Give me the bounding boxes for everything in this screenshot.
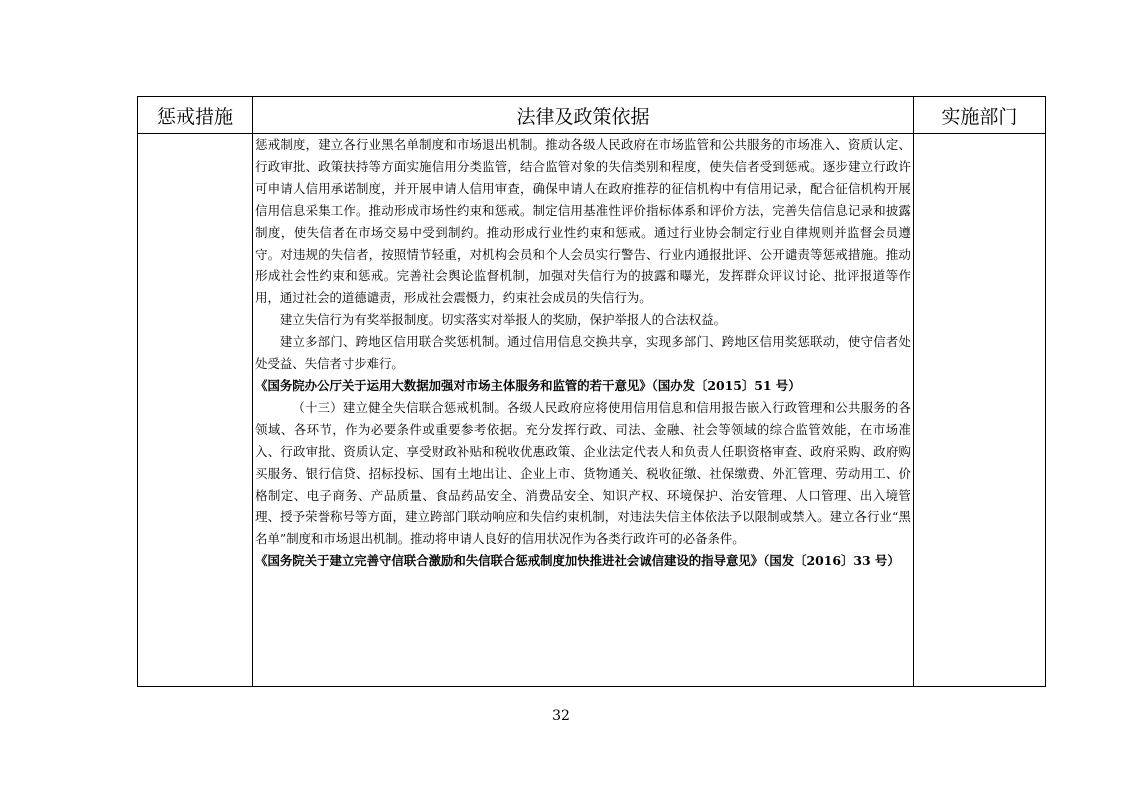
paragraph: 建立多部门、跨地区信用联合奖惩机制。通过信用信息交换共享，实现多部门、跨地区信用奖惩联动，使守信者处处受益、失信者寸步难行。	[255, 334, 911, 372]
paragraph: 建立失信行为有奖举报制度。切实落实对举报人的奖励，保护举报人的合法权益。	[279, 312, 726, 328]
policy-title: 《国务院办公厅关于运用大数据加强对市场主体服务和监管的若干意见》（国办发〔2015〕51 号）	[255, 377, 801, 393]
dept-cell	[913, 134, 1045, 687]
paragraph: 惩戒制度，建立各行业黑名单制度和市场退出机制。推动各级人民政府在市场监管和公共服务的市场准入、资质认定、行政审批、政策扶持等方面实施信用分类监管，结合监管对象的失信类别和程度，使失信者受到惩戒。逐步建立行政许可申请人信用承诺制度，并开展申请人信用审查，确保申请人在政府推荐的征信机构中有信用记录，配合征信机构开展信用信息采集工作。推动形成市场性约束和惩戒。制定信用基准性评价指标体系和评价方法，完善失信信息记录和披露制度，使失信者在市场交易中受到制约。推动形成行业性约束和惩戒。通过行业协会制定行业自律规则并监督会员遵守。对违规的失信者，按照情节轻重，对机构会员和个人会员实行警告、行业内通报批评、公开谴责等惩戒措施。推动形成社会性约束和惩戒。完善社会舆论监督机制，加强对失信行为的披露和曝光，发挥群众评议讨论、批评报道等作用，通过社会的道德谴责，形成社会震慑力，约束社会成员的失信行为。	[255, 137, 911, 306]
header-row	[138, 97, 1046, 134]
policy-title: 《国务院关于建立完善守信联合激励和失信联合惩戒制度加快推进社会诚信建设的指导意见》（国发〔2016〕33 号）	[255, 553, 900, 569]
policy-table	[137, 96, 1046, 687]
basis-cell	[253, 134, 914, 687]
header-dept: 实施部门	[913, 97, 1045, 134]
measure-cell	[138, 134, 253, 687]
page-number: 32	[552, 708, 570, 724]
header-basis: 法律及政策依据	[253, 97, 914, 134]
paragraph: （十三）建立健全失信联合惩戒机制。各级人民政府应将使用信用信息和信用报告嵌入行政管理和公共服务的各领域、各环节，作为必要条件或重要参考依据。充分发挥行政、司法、金融、社会等领域的综合监管效能，在市场准入、行政审批、资质认定、享受财政补贴和税收优惠政策、企业法定代表人和负责人任职资格审查、政府采购、政府购买服务、银行信贷、招标投标、国有土地出让、企业上市、货物通关、税收征缴、社保缴费、外汇管理、劳动用工、价格制定、电子商务、产品质量、食品药品安全、消费品安全、知识产权、环境保护、治安管理、人口管理、出入境管理、授予荣誉称号等方面，建立跨部门联动响应和失信约束机制，对违法失信主体依法予以限制或禁入。建立各行业“黑名单”制度和市场退出机制。推动将申请人良好的信用状况作为各类行政许可的必备条件。	[255, 399, 911, 547]
table-row	[138, 134, 1046, 687]
header-measure: 惩戒措施	[138, 97, 253, 134]
